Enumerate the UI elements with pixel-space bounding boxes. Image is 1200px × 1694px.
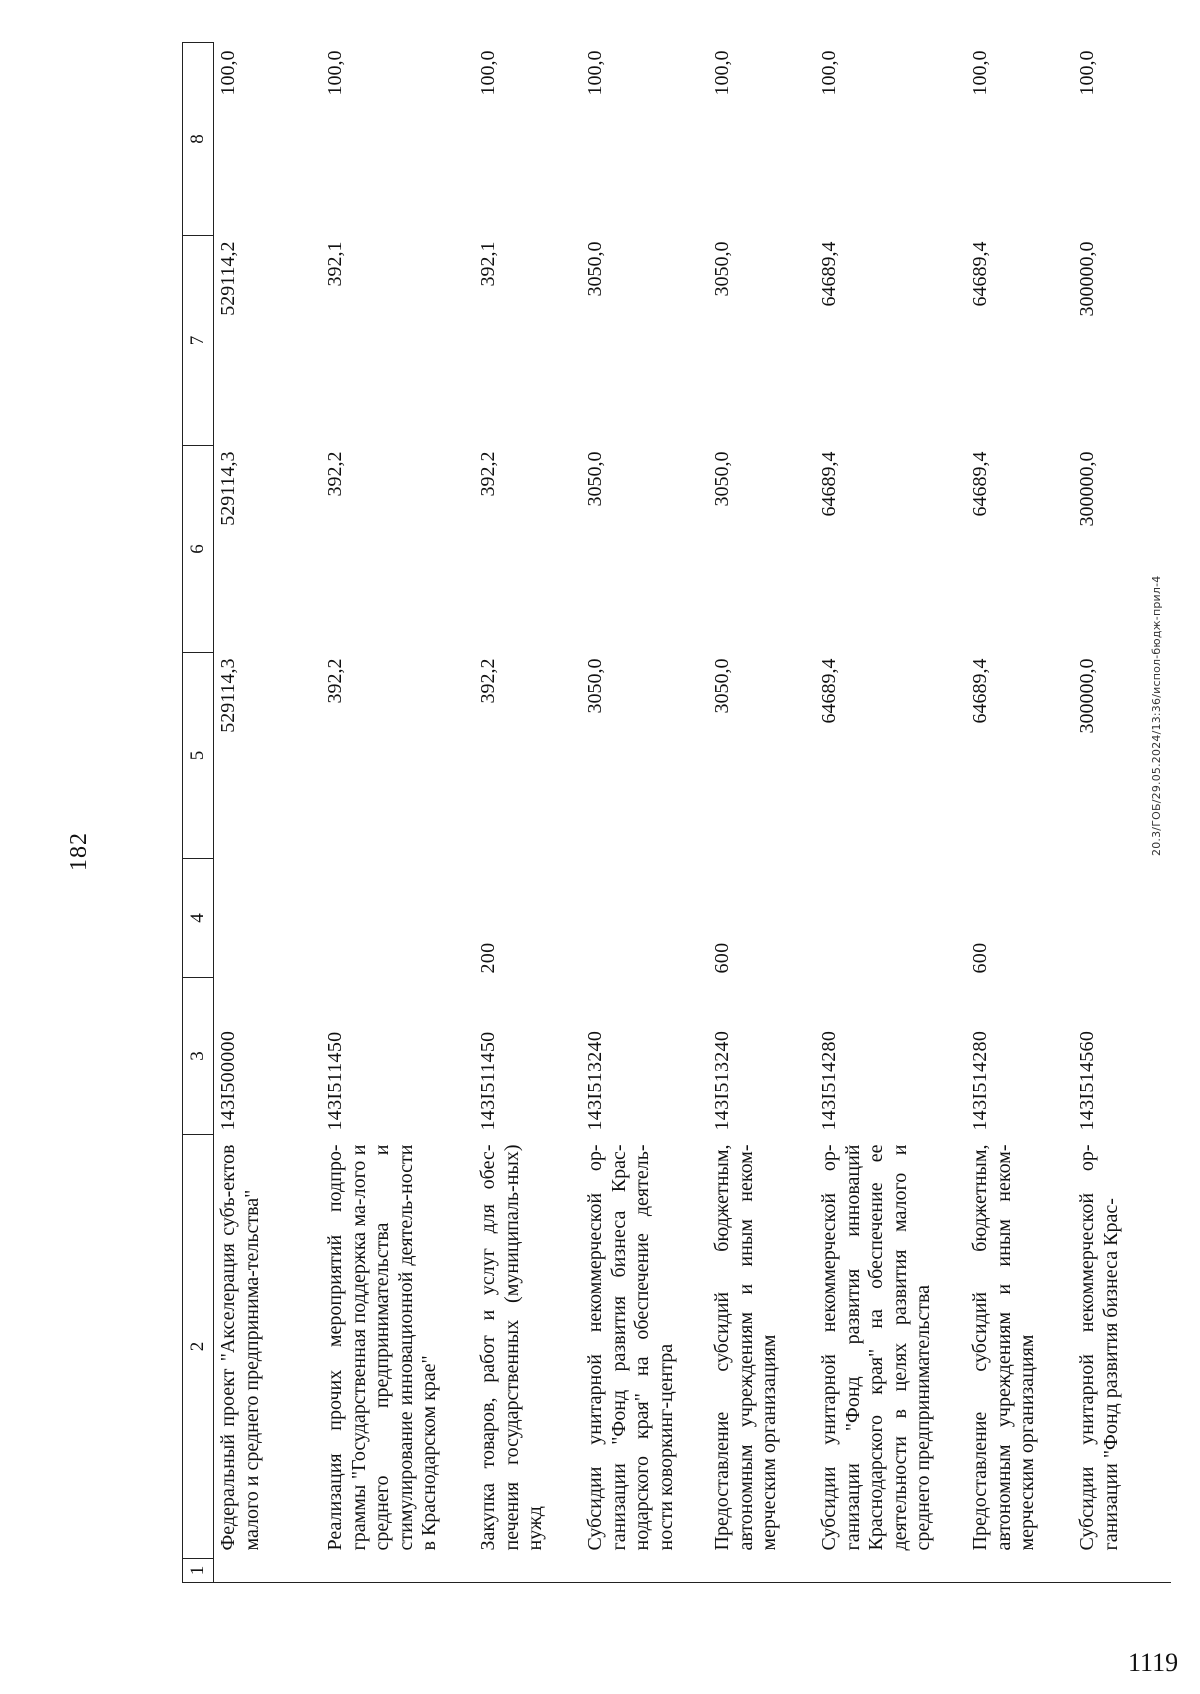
header-col-6: 6 [183,446,214,653]
row-type [321,859,474,978]
row-col-8: 100,0 [324,50,346,96]
header-col-2: 2 [183,1135,214,1559]
row-col-6: 529114,3 [217,451,239,526]
row-name: Субсидии унитарной некоммерческой ор-ганизации "Фонд развития бизнеса Крас- [1076,1144,1122,1551]
table-row [321,43,474,1583]
row-code: 143I513240 [711,1030,733,1131]
row-col-6: 3050,0 [711,451,733,507]
table-row [214,43,322,1583]
budget-table [182,42,1171,1583]
row-col-5: 64689,4 [818,658,840,724]
row-col-8: 100,0 [818,50,840,96]
row-code: 143I513240 [584,1030,606,1131]
row-name: Реализация прочих мероприятий подпро-граммы "Государственная поддержка ма-лого и среднего предпринимательства и стимулирование инновационной деятель-ности в Краснодарском крае" [324,1144,441,1551]
row-code: 143I500000 [217,1030,239,1131]
row-col-7: 300000,0 [1076,241,1098,317]
table-row [815,43,966,1583]
table-row [581,43,708,1583]
row-col-8: 100,0 [217,50,239,96]
row-col-7: 64689,4 [969,241,991,307]
row-name: Субсидии унитарной некоммерческой ор-ганизации "Фонд развития бизнеса Крас-нодарского края" на обеспечение деятель-ности коворкинг-центра [584,1144,677,1551]
row-col-5: 3050,0 [711,658,733,714]
header-col-1: 1 [183,1559,214,1583]
row-col-7: 392,1 [477,241,499,287]
header-col-8: 8 [183,43,214,236]
row-type [214,859,322,978]
row-col-7: 529114,2 [217,241,239,316]
row-col-6: 3050,0 [584,451,606,507]
row-col-6: 300000,0 [1076,451,1098,527]
row-col-6: 64689,4 [818,451,840,517]
row-col-7: 392,1 [324,241,346,287]
row-col-5: 64689,4 [969,658,991,724]
table-row [966,43,1073,1583]
row-type [815,859,966,978]
row-type [581,859,708,978]
row-col-8: 100,0 [1076,50,1098,96]
footer-document-code: 20.3/ГОБ/29.05.2024/13:36/испол-бюдж-прил-4 [1150,575,1163,856]
row-code: 143I514560 [1076,1030,1098,1131]
row-type: 600 [711,942,733,974]
row-type: 600 [969,942,991,974]
header-col-3: 3 [183,978,214,1135]
row-type: 200 [477,942,499,974]
header-col-4: 4 [183,859,214,978]
row-col-7: 3050,0 [711,241,733,297]
header-col-7: 7 [183,236,214,446]
row-col-5: 392,2 [477,658,499,704]
sheet-number: 1119 [1128,1648,1179,1677]
row-code: 143I514280 [818,1030,840,1131]
row-col-7: 64689,4 [818,241,840,307]
row-col-8: 100,0 [711,50,733,96]
row-name: Федеральный проект "Акселерация субъ-ектов малого и среднего предпринима-тельства" [217,1144,263,1551]
row-col-8: 100,0 [477,50,499,96]
row-type [1073,859,1171,978]
header-col-5: 5 [183,653,214,859]
row-col-5: 300000,0 [1076,658,1098,734]
row-code: 143I511450 [324,1031,346,1131]
row-col-8: 100,0 [584,50,606,96]
table-row [708,43,815,1583]
row-code: 143I511450 [477,1031,499,1131]
row-col-6: 392,2 [477,451,499,497]
row-name: Предоставление субсидий бюджетным, автономным учреждениям и иным неком-мерческим организациям [969,1144,1039,1551]
row-name: Субсидии унитарной некоммерческой ор-ганизации "Фонд развития инноваций Краснодарского края" на обеспечение ее деятельности в целях развития малого и среднего предпринимательства [818,1144,935,1551]
table-header-row [183,43,214,1583]
table-row [474,43,581,1583]
row-name: Предоставление субсидий бюджетным, автономным учреждениям и иным неком-мерческим организациям [711,1144,781,1551]
row-col-8: 100,0 [969,50,991,96]
row-col-5: 529114,3 [217,658,239,733]
row-name: Закупка товаров, работ и услуг для обес-печения государственных (муниципаль-ных) нужд [477,1144,547,1551]
row-col-7: 3050,0 [584,241,606,297]
page-number: 182 [66,832,92,871]
row-col-6: 392,2 [324,451,346,497]
row-col-5: 392,2 [324,658,346,704]
row-col-5: 3050,0 [584,658,606,714]
row-code: 143I514280 [969,1030,991,1131]
row-col-6: 64689,4 [969,451,991,517]
